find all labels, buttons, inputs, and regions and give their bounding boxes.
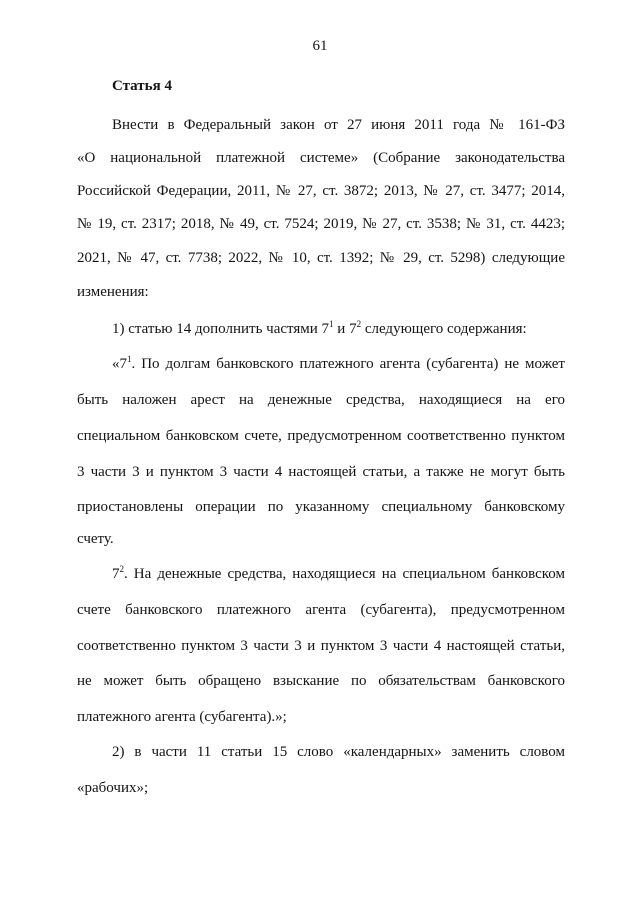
paragraph-line: счете банковского платежного агента (субагента), предусмотренном — [77, 602, 565, 618]
page-number: 61 — [312, 38, 328, 54]
text-run: 1) статью 14 дополнить частями 7 — [112, 321, 330, 337]
text-run: и 7 — [333, 321, 357, 337]
text-run: следующего содержания: — [361, 321, 527, 337]
paragraph-line: соответственно пунктом 3 части 3 и пунктом 3 части 4 настоящей статьи, — [77, 638, 565, 654]
paragraph-line: Внести в Федеральный закон от 27 июня 2011 года № 161-ФЗ — [112, 117, 565, 133]
text-run: . По долгам банковского платежного агента (субагента) не может — [131, 356, 565, 372]
text-run: . На денежные средства, находящиеся на специальном банковском — [124, 566, 565, 582]
text-run: «7 — [112, 356, 127, 372]
text-run: 7 — [112, 566, 120, 582]
paragraph-line: Российской Федерации, 2011, № 27, ст. 3872; 2013, № 27, ст. 3477; 2014, — [77, 183, 565, 199]
superscript: 1 — [127, 354, 132, 364]
superscript: 1 — [329, 319, 334, 329]
paragraph-line: платежного агента (субагента).»; — [77, 709, 287, 725]
amendment-item-2: 2) в части 11 статьи 15 слово «календарных» заменить словом — [112, 744, 565, 760]
superscript: 2 — [356, 319, 362, 329]
quoted-part-7-2 — [112, 565, 565, 583]
paragraph-line: специальном банковском счете, предусмотренном соответственно пунктом — [77, 428, 565, 444]
paragraph-line: быть наложен арест на денежные средства, находящиеся на его — [77, 392, 565, 408]
paragraph-line: «О национальной платежной системе» (Собрание законодательства — [77, 150, 565, 166]
paragraph-line: 3 части 3 и пунктом 3 части 4 настоящей статьи, а также не могут быть — [77, 464, 565, 480]
paragraph-line: приостановлены операции по указанному специальному банковскому — [77, 499, 565, 515]
paragraph-line: счету. — [77, 531, 114, 547]
quoted-part-7-1 — [112, 355, 565, 373]
paragraph-line: № 19, ст. 2317; 2018, № 49, ст. 7524; 2019, № 27, ст. 3538; № 31, ст. 4423; — [77, 216, 565, 232]
article-title: Статья 4 — [112, 78, 172, 94]
paragraph-line: «рабочих»; — [77, 780, 149, 796]
superscript: 2 — [119, 564, 124, 574]
paragraph-line: 2021, № 47, ст. 7738; 2022, № 10, ст. 1392; № 29, ст. 5298) следующие — [77, 250, 565, 266]
paragraph-line: изменения: — [77, 284, 149, 300]
paragraph-line: не может быть обращено взыскание по обязательствам банковского — [77, 673, 565, 689]
amendment-item-1 — [112, 320, 565, 338]
